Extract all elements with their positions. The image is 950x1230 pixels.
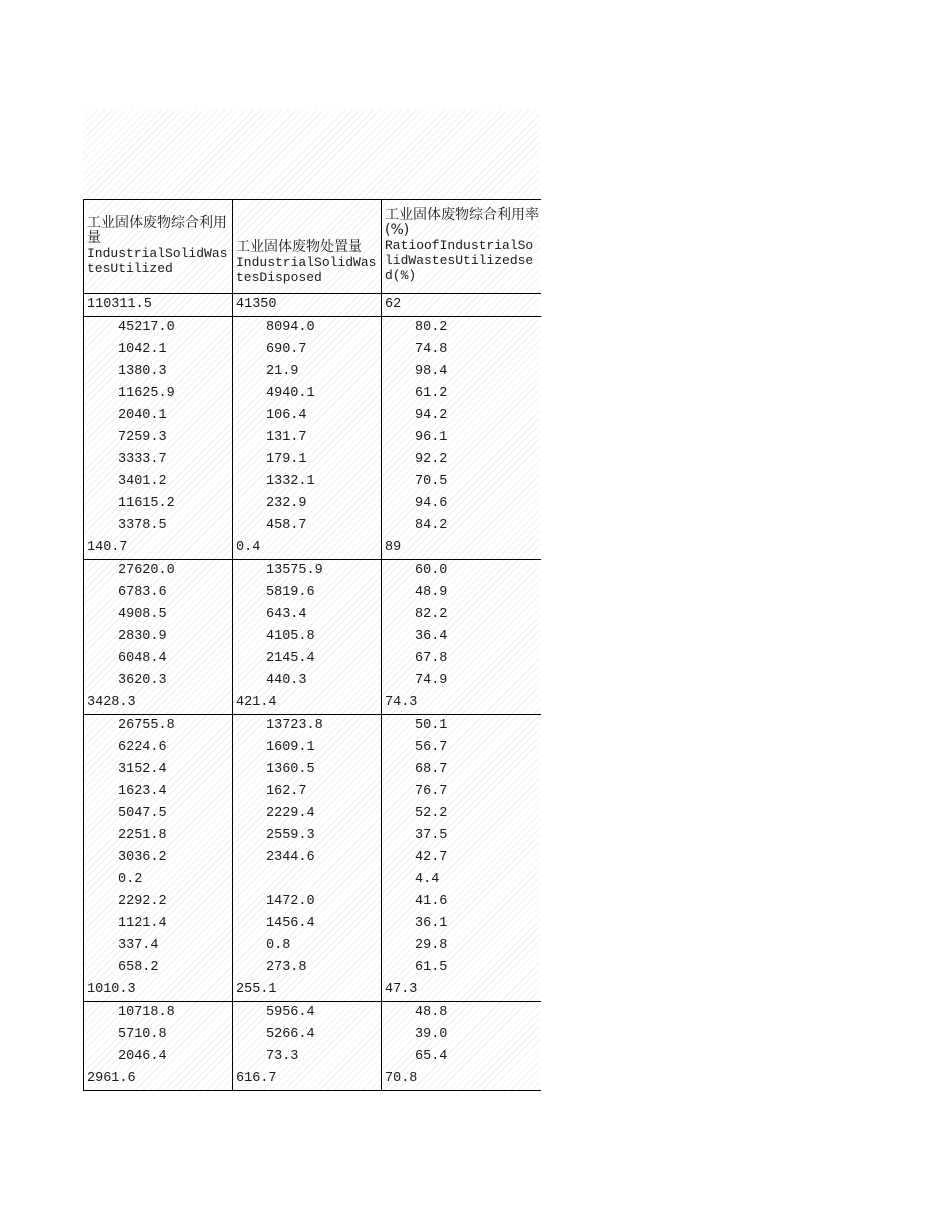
utilized-cell: 1042.1 bbox=[84, 339, 233, 361]
table-row bbox=[84, 1068, 541, 1090]
disposed-cell: 643.4 bbox=[233, 604, 382, 626]
disposed-cell: 179.1 bbox=[233, 449, 382, 471]
table-row bbox=[84, 604, 541, 626]
utilized-cell: 10718.8 bbox=[84, 1002, 233, 1024]
ratio-cell: 36.1 bbox=[415, 916, 448, 931]
utilized-cell: 3428.3 bbox=[84, 692, 233, 714]
ratio-cell: 84.2 bbox=[415, 518, 448, 533]
ratio-cell: 47.3 bbox=[385, 982, 418, 997]
ratio-cell: 65.4 bbox=[415, 1049, 448, 1064]
ratio-cell: 82.2 bbox=[415, 607, 448, 622]
table-row bbox=[84, 979, 541, 1002]
table-row bbox=[84, 891, 541, 913]
table-row bbox=[84, 471, 541, 493]
table-row bbox=[84, 869, 541, 891]
table-row bbox=[84, 847, 541, 869]
table-row bbox=[84, 1002, 541, 1024]
ratio-cell: 41.6 bbox=[415, 894, 448, 909]
utilized-cell: 26755.8 bbox=[84, 715, 233, 737]
table-row bbox=[84, 537, 541, 560]
ratio-cell: 29.8 bbox=[415, 938, 448, 953]
ratio-cell: 70.8 bbox=[385, 1071, 418, 1086]
disposed-cell: 458.7 bbox=[233, 515, 382, 537]
table-row bbox=[84, 935, 541, 957]
ratio-cell: 37.5 bbox=[415, 828, 448, 843]
header-utilized bbox=[84, 200, 233, 293]
utilized-cell: 3378.5 bbox=[84, 515, 233, 537]
header-utilized-cn: 工业固体废物综合利用量 bbox=[87, 215, 227, 246]
table-row bbox=[84, 515, 541, 537]
utilized-cell: 4908.5 bbox=[84, 604, 233, 626]
table-row bbox=[84, 1024, 541, 1046]
ratio-cell: 48.9 bbox=[415, 585, 448, 600]
data-table bbox=[83, 199, 541, 1091]
table-row bbox=[84, 493, 541, 515]
table-row bbox=[84, 339, 541, 361]
disposed-cell: 440.3 bbox=[233, 670, 382, 692]
ratio-cell: 56.7 bbox=[415, 740, 448, 755]
ratio-cell: 42.7 bbox=[415, 850, 448, 865]
disposed-cell bbox=[233, 869, 382, 891]
disposed-cell: 690.7 bbox=[233, 339, 382, 361]
disposed-cell: 5956.4 bbox=[233, 1002, 382, 1024]
ratio-cell: 94.6 bbox=[415, 496, 448, 511]
table-row bbox=[84, 361, 541, 383]
utilized-cell: 11625.9 bbox=[84, 383, 233, 405]
utilized-cell: 3036.2 bbox=[84, 847, 233, 869]
ratio-cell: 74.8 bbox=[415, 342, 448, 357]
utilized-cell: 2961.6 bbox=[84, 1068, 233, 1090]
utilized-cell: 110311.5 bbox=[84, 294, 233, 316]
ratio-cell: 67.8 bbox=[415, 651, 448, 666]
header-disposed-en: IndustrialSolidWastesDisposed bbox=[236, 255, 377, 285]
utilized-cell: 2292.2 bbox=[84, 891, 233, 913]
ratio-cell: 74.9 bbox=[415, 673, 448, 688]
table-row bbox=[84, 670, 541, 692]
table-row bbox=[84, 1046, 541, 1068]
table-header bbox=[84, 200, 541, 294]
table-row bbox=[84, 405, 541, 427]
disposed-cell: 8094.0 bbox=[233, 317, 382, 339]
utilized-cell: 5710.8 bbox=[84, 1024, 233, 1046]
disposed-cell: 41350 bbox=[233, 294, 382, 316]
table-row bbox=[84, 759, 541, 781]
utilized-cell: 1380.3 bbox=[84, 361, 233, 383]
disposed-cell: 0.4 bbox=[233, 537, 382, 559]
utilized-cell: 3152.4 bbox=[84, 759, 233, 781]
disposed-cell: 106.4 bbox=[233, 405, 382, 427]
ratio-cell: 39.0 bbox=[415, 1027, 448, 1042]
utilized-cell: 5047.5 bbox=[84, 803, 233, 825]
ratio-cell: 98.4 bbox=[415, 364, 448, 379]
table-row bbox=[84, 427, 541, 449]
table-row bbox=[84, 294, 541, 317]
disposed-cell: 255.1 bbox=[233, 979, 382, 1001]
ratio-cell: 36.4 bbox=[415, 629, 448, 644]
utilized-cell: 7259.3 bbox=[84, 427, 233, 449]
ratio-cell: 4.4 bbox=[415, 872, 440, 887]
ratio-cell: 68.7 bbox=[415, 762, 448, 777]
disposed-cell: 131.7 bbox=[233, 427, 382, 449]
disposed-cell: 273.8 bbox=[233, 957, 382, 979]
header-disposed bbox=[233, 200, 382, 293]
disposed-cell: 73.3 bbox=[233, 1046, 382, 1068]
table-row bbox=[84, 715, 541, 737]
utilized-cell: 140.7 bbox=[84, 537, 233, 559]
disposed-cell: 1360.5 bbox=[233, 759, 382, 781]
ratio-cell: 52.2 bbox=[415, 806, 448, 821]
ratio-cell: 92.2 bbox=[415, 452, 448, 467]
table-body bbox=[84, 294, 541, 1090]
utilized-cell: 45217.0 bbox=[84, 317, 233, 339]
disposed-cell: 616.7 bbox=[233, 1068, 382, 1090]
ratio-cell: 60.0 bbox=[415, 563, 448, 578]
header-ratio-en: RatioofIndustrialSolidWastesUtilizedsed(%) bbox=[385, 238, 534, 283]
ratio-cell: 48.8 bbox=[415, 1005, 448, 1020]
header-disposed-cn: 工业固体废物处置量 bbox=[236, 239, 362, 255]
disposed-cell: 1609.1 bbox=[233, 737, 382, 759]
disposed-cell: 2559.3 bbox=[233, 825, 382, 847]
table-row bbox=[84, 626, 541, 648]
table-row bbox=[84, 692, 541, 715]
disposed-cell: 4105.8 bbox=[233, 626, 382, 648]
header-ratio bbox=[382, 200, 541, 293]
table-row bbox=[84, 825, 541, 847]
utilized-cell: 2830.9 bbox=[84, 626, 233, 648]
disposed-cell: 13575.9 bbox=[233, 560, 382, 582]
utilized-cell: 0.2 bbox=[84, 869, 233, 891]
utilized-cell: 3620.3 bbox=[84, 670, 233, 692]
utilized-cell: 6048.4 bbox=[84, 648, 233, 670]
disposed-cell: 2229.4 bbox=[233, 803, 382, 825]
utilized-cell: 658.2 bbox=[84, 957, 233, 979]
utilized-cell: 6783.6 bbox=[84, 582, 233, 604]
table-row bbox=[84, 383, 541, 405]
ratio-cell: 80.2 bbox=[415, 320, 448, 335]
table-row bbox=[84, 957, 541, 979]
disposed-cell: 5819.6 bbox=[233, 582, 382, 604]
header-ratio-cn: 工业固体废物综合利用率(%) bbox=[385, 207, 539, 238]
disposed-cell: 1472.0 bbox=[233, 891, 382, 913]
utilized-cell: 6224.6 bbox=[84, 737, 233, 759]
utilized-cell: 3333.7 bbox=[84, 449, 233, 471]
ratio-cell: 89 bbox=[385, 540, 402, 555]
ratio-cell: 62 bbox=[385, 297, 402, 312]
ratio-cell: 61.5 bbox=[415, 960, 448, 975]
utilized-cell: 2251.8 bbox=[84, 825, 233, 847]
disposed-cell: 1332.1 bbox=[233, 471, 382, 493]
disposed-cell: 232.9 bbox=[233, 493, 382, 515]
disposed-cell: 1456.4 bbox=[233, 913, 382, 935]
ratio-cell: 70.5 bbox=[415, 474, 448, 489]
table-row bbox=[84, 648, 541, 670]
table-row bbox=[84, 560, 541, 582]
utilized-cell: 2040.1 bbox=[84, 405, 233, 427]
utilized-cell: 2046.4 bbox=[84, 1046, 233, 1068]
disposed-cell: 421.4 bbox=[233, 692, 382, 714]
utilized-cell: 3401.2 bbox=[84, 471, 233, 493]
disposed-cell: 13723.8 bbox=[233, 715, 382, 737]
utilized-cell: 27620.0 bbox=[84, 560, 233, 582]
disposed-cell: 21.9 bbox=[233, 361, 382, 383]
ratio-cell: 50.1 bbox=[415, 718, 448, 733]
disposed-cell: 0.8 bbox=[233, 935, 382, 957]
table-row bbox=[84, 913, 541, 935]
disposed-cell: 2344.6 bbox=[233, 847, 382, 869]
disposed-cell: 162.7 bbox=[233, 781, 382, 803]
utilized-cell: 1623.4 bbox=[84, 781, 233, 803]
disposed-cell: 4940.1 bbox=[233, 383, 382, 405]
utilized-cell: 1121.4 bbox=[84, 913, 233, 935]
header-utilized-en: IndustrialSolidWastesUtilized bbox=[87, 246, 228, 276]
disposed-cell: 2145.4 bbox=[233, 648, 382, 670]
ratio-cell: 74.3 bbox=[385, 695, 418, 710]
table-row bbox=[84, 781, 541, 803]
ratio-cell: 94.2 bbox=[415, 408, 448, 423]
ratio-cell: 96.1 bbox=[415, 430, 448, 445]
utilized-cell: 1010.3 bbox=[84, 979, 233, 1001]
utilized-cell: 337.4 bbox=[84, 935, 233, 957]
ratio-cell: 76.7 bbox=[415, 784, 448, 799]
utilized-cell: 11615.2 bbox=[84, 493, 233, 515]
ratio-cell: 61.2 bbox=[415, 386, 448, 401]
table-row bbox=[84, 317, 541, 339]
table-row bbox=[84, 737, 541, 759]
table-row bbox=[84, 582, 541, 604]
table-row bbox=[84, 803, 541, 825]
disposed-cell: 5266.4 bbox=[233, 1024, 382, 1046]
table-row bbox=[84, 449, 541, 471]
